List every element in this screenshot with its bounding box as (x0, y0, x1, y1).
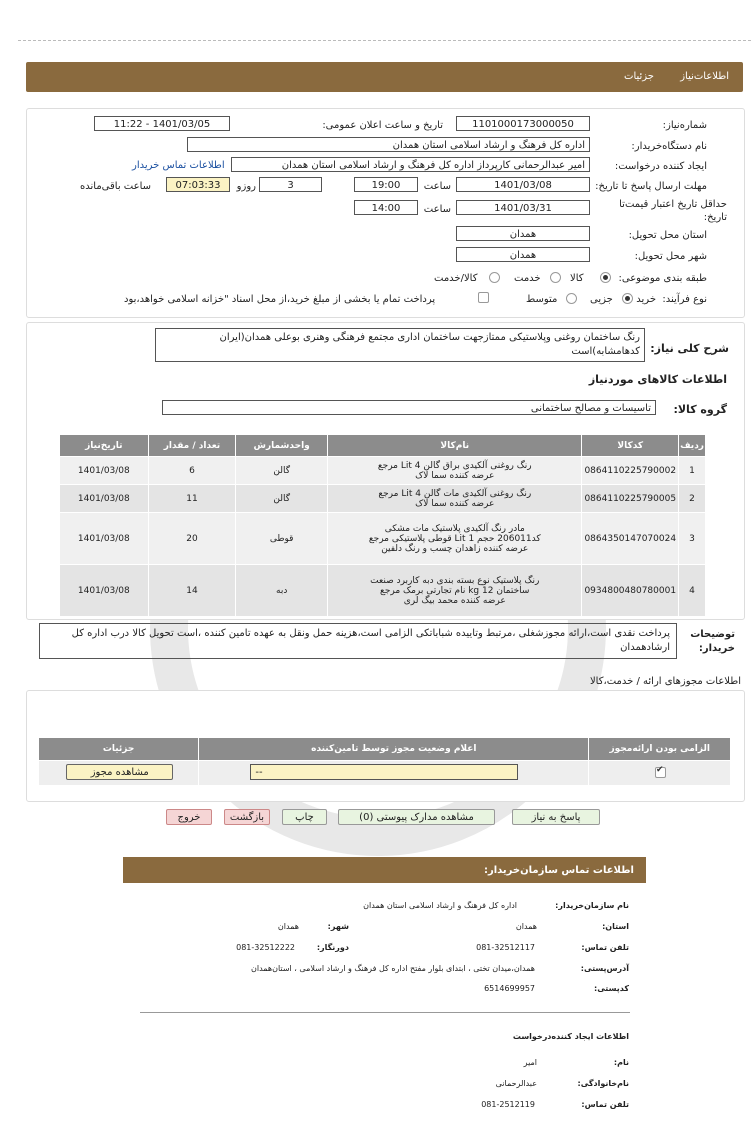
col-unit: واحدشمارش (236, 435, 328, 457)
creator-family-value: عبدالرحمانی (495, 1079, 537, 1088)
contact-city-label: شهر: (327, 922, 349, 931)
view-permit-button[interactable]: مشاهده مجوز (66, 764, 173, 780)
creator-field: امیر عبدالرحمانی کارپرداز اداره کل فرهنگ و ارشاد اسلامی استان همدان (231, 157, 590, 172)
city-label: شهر محل تحویل: (634, 251, 707, 262)
process-medium-label: متوسط (526, 294, 558, 305)
row-code: 0864110225790005 (582, 485, 679, 513)
row-name: رنگ روغنی آلکیدی مات گالن 4 Lit مرجع عرضه کننده سما لاک (328, 485, 582, 513)
col-qty: تعداد / مقدار (148, 435, 236, 457)
row-name: رنگ روغنی آلکیدی براق گالن 4 Lit مرجع عرضه کننده سما لاک (328, 457, 582, 485)
permit-col-details: جزئیات (39, 738, 199, 761)
row-code: 0934800480780001 (582, 565, 679, 617)
deadline-label: مهلت ارسال پاسخ تا تاریخ: (595, 181, 707, 192)
row-index: 1 (679, 457, 706, 485)
contact-org-label: نام سازمان‌خریدار: (555, 901, 629, 910)
table-row (60, 565, 706, 617)
category-service-label: خدمت (514, 273, 541, 284)
permit-col-required: الزامی بودن ارائه‌مجوز (589, 738, 731, 761)
buyer-notes-label: توضیحات خریدار: (690, 629, 735, 654)
category-goods-service-label: کالا/خدمت (434, 273, 478, 284)
contact-province-label: استان: (602, 922, 629, 931)
process-partial-radio[interactable] (622, 293, 633, 304)
announce-field: 1401/03/05 - 11:22 (94, 116, 230, 131)
creator-name-label: نام: (613, 1058, 629, 1067)
days-label: روزو (236, 181, 256, 192)
tab-details[interactable]: جزئیات (624, 71, 654, 82)
permits-table (38, 737, 731, 786)
remaining-label: ساعت باقی‌مانده (80, 181, 152, 192)
row-date: 1401/03/08 (60, 513, 149, 565)
contact-phone-value: 081-32512117 (476, 943, 535, 952)
permit-col-status: اعلام وضعیت مجوز توسط تامین‌کننده (199, 738, 589, 761)
deadline-time-label: ساعت (423, 181, 451, 192)
category-goods-service-radio[interactable] (489, 272, 500, 283)
table-row (60, 513, 706, 565)
row-qty: 20 (148, 513, 236, 565)
print-button[interactable]: چاپ (282, 809, 327, 825)
tab-need-info[interactable]: اطلاعات‌نیاز (680, 71, 729, 82)
contact-fax-value: 081-32512222 (236, 943, 295, 952)
buyer-notes-text: پرداخت نقدی است،ارائه مجوزشغلی ،مرتبط وتاییده شباباتکی الزامی است،هزینه حمل ونقل به عهده تامین کننده ،است تحویل کالا درب اداره کل ارشادهمدان (39, 623, 677, 659)
goods-group-label: گروه کالا: (673, 403, 727, 416)
validity-date-field: 1401/03/31 (456, 200, 590, 215)
col-code: کدکالا (582, 435, 679, 457)
back-button[interactable]: بازگشت (224, 809, 270, 825)
col-date: تاریخ‌نیاز (60, 435, 149, 457)
row-code: 0864110225790002 (582, 457, 679, 485)
buyer-contact-link[interactable]: اطلاعات تماس خریدار (132, 160, 225, 171)
creator-phone-label: تلفن تماس: (581, 1100, 629, 1109)
row-unit: قوطی (236, 513, 328, 565)
summary-label: شرح کلی نیاز: (650, 342, 729, 355)
contact-header (123, 857, 646, 883)
table-row (60, 457, 706, 485)
remaining-time-field: 07:03:33 (166, 177, 230, 192)
contact-phone-label: تلفن تماس: (581, 943, 629, 952)
goods-section-title: اطلاعات کالاهای موردنیاز (588, 373, 727, 386)
contact-postal-value: 6514699957 (484, 984, 535, 993)
contact-header-text: اطلاعات تماس سازمان‌خریدار: (483, 865, 634, 876)
category-goods-radio[interactable] (600, 272, 611, 283)
deadline-date-field: 1401/03/08 (456, 177, 590, 192)
row-date: 1401/03/08 (60, 485, 149, 513)
row-index: 2 (679, 485, 706, 513)
contact-divider (140, 1012, 630, 1013)
table-row (39, 761, 731, 786)
row-date: 1401/03/08 (60, 457, 149, 485)
permit-required-checkbox[interactable] (655, 767, 666, 778)
city-field: همدان (456, 247, 590, 262)
announce-label: تاریخ و ساعت اعلان عمومی: (322, 120, 443, 131)
validity-time-label: ساعت (423, 204, 451, 215)
process-medium-radio[interactable] (566, 293, 577, 304)
row-date: 1401/03/08 (60, 565, 149, 617)
validity-time-field: 14:00 (354, 200, 418, 215)
creator-label: ایجاد کننده درخواست: (614, 161, 707, 172)
validity-label: حداقل تاریخ اعتبار قیمت‌تا تاریخ: (619, 199, 727, 223)
row-index: 4 (679, 565, 706, 617)
need-header (26, 62, 743, 92)
treasury-note: پرداخت تمام یا بخشی از مبلغ خرید،از محل اسناد "خزانه اسلامی خواهد،بود (124, 294, 436, 305)
reply-button[interactable]: پاسخ به نیاز (512, 809, 600, 825)
row-name: رنگ پلاستیک نوع بسته بندی دبه کاربرد صنعت ساختمان 12 kg نام تجارتی برمک مرجع عرضه کننده محمد بیگ لری (328, 565, 582, 617)
creator-section-title: اطلاعات ایجاد کننده‌درخواست (512, 1032, 629, 1041)
contact-postal-label: کدپستی: (594, 984, 629, 993)
summary-text: رنگ ساختمان روغنی وپلاستیکی ممتازجهت ساختمان اداری مجتمع فرهنگی وهنری بوعلی همدان(ایران کدهامشابه)است (155, 328, 645, 362)
row-unit: دبه (236, 565, 328, 617)
days-field: 3 (259, 177, 322, 192)
buyer-org-field: اداره کل فرهنگ و ارشاد اسلامی استان همدان (187, 137, 590, 152)
permit-details-cell (39, 761, 199, 786)
contact-province-value: همدان (515, 922, 537, 931)
row-code: 0864350147070024 (582, 513, 679, 565)
row-unit: گالن (236, 485, 328, 513)
top-divider (18, 40, 751, 41)
need-number-label: شماره‌نیاز: (662, 120, 707, 131)
category-goods-label: کالا (570, 273, 584, 284)
province-field: همدان (456, 226, 590, 241)
goods-group-field: تاسیسات و مصالح ساختمانی (162, 400, 656, 415)
row-name: مادر رنگ آلکیدی پلاستیک مات مشکی کد206011 حجم 1 Lit قوطی پلاستیکی مرجع عرضه کننده زاهدان چسب و رنگ دلفین (328, 513, 582, 565)
category-label: طبقه بندی موضوعی: (618, 273, 707, 284)
contact-city-value: همدان (277, 922, 299, 931)
permit-status-field[interactable]: -- (250, 764, 518, 780)
exit-button[interactable]: خروج (166, 809, 212, 825)
province-label: استان محل تحویل: (628, 230, 707, 241)
contact-address-label: آدرس‌پستی: (580, 964, 629, 973)
creator-family-label: نام‌خانوادگی: (577, 1079, 629, 1088)
attachments-button[interactable]: مشاهده مدارک پیوستی (0) (338, 809, 495, 825)
process-buy: خرید (636, 294, 656, 305)
need-number-field: 1101000173000050 (456, 116, 590, 131)
col-index: ردیف (679, 435, 706, 457)
permits-title: اطلاعات مجوزهای ارائه / خدمت،کالا (589, 676, 741, 687)
row-index: 3 (679, 513, 706, 565)
treasury-checkbox[interactable] (478, 292, 489, 303)
process-label: نوع فرآیند: (662, 294, 707, 305)
permit-status-cell (199, 761, 589, 786)
row-qty: 14 (148, 565, 236, 617)
process-partial-label: جزیی (590, 294, 613, 305)
creator-phone-value: 081-2512119 (481, 1100, 535, 1109)
goods-table (59, 434, 706, 617)
row-unit: گالن (236, 457, 328, 485)
buyer-org-label: نام دستگاه‌خریدار: (631, 141, 707, 152)
col-name: نام‌کالا (328, 435, 582, 457)
row-qty: 11 (148, 485, 236, 513)
row-qty: 6 (148, 457, 236, 485)
creator-name-value: امیر (523, 1058, 537, 1067)
deadline-time-field: 19:00 (354, 177, 418, 192)
table-row (60, 485, 706, 513)
permit-required-cell (589, 761, 731, 786)
contact-fax-label: دورنگار: (316, 943, 349, 952)
contact-address-value: همدان،میدان تختی ، ابتدای بلوار مفتح اداره کل فرهنگ و ارشاد اسلامی ، استان‌همدان (250, 964, 535, 973)
category-service-radio[interactable] (550, 272, 561, 283)
contact-org-value: اداره کل فرهنگ و ارشاد اسلامی استان همدان (363, 901, 517, 910)
